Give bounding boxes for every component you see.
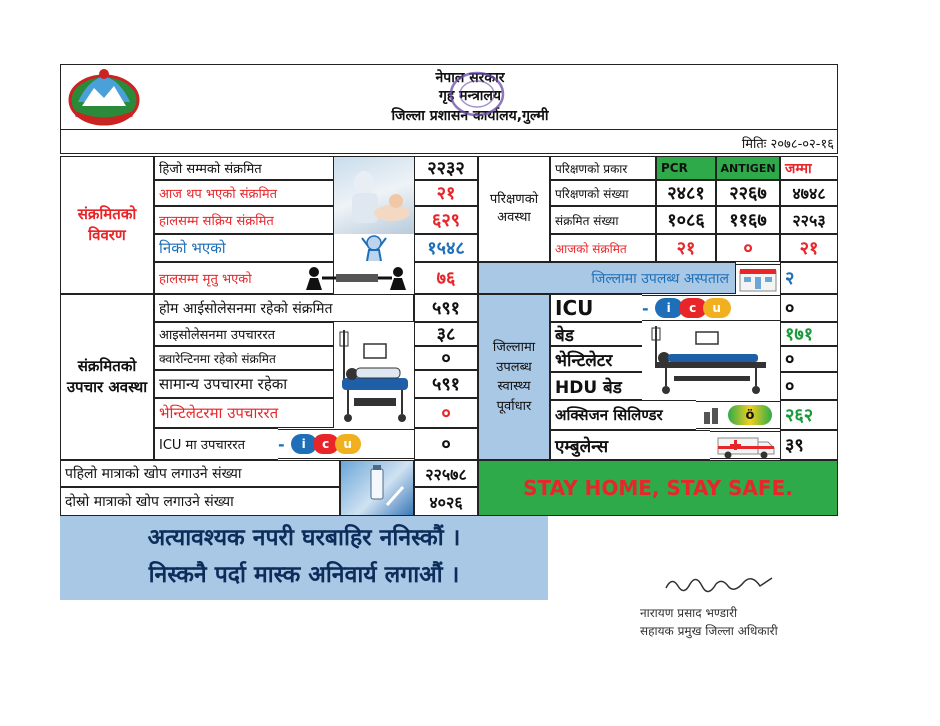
testing-row-2-pcr: १०८६ (656, 206, 716, 234)
testing-row-2-label: संक्रमित संख्या (550, 206, 656, 234)
testing-row-1-antigen: २२६७ (716, 180, 780, 206)
cases-row-1-label: हिजो सम्मको संक्रमित (154, 156, 334, 180)
treatment-row-3-label: क्वारेन्टिनमा रहेको संक्रमित (154, 346, 334, 370)
hospital-bed-icon-right (642, 322, 780, 400)
cases-row-5-label: हालसम्म मृतु भएको (154, 262, 334, 294)
icu-logo-u-right: u (703, 298, 731, 318)
testing-col-pcr: PCR (656, 156, 716, 180)
testing-col-total: जम्मा (780, 156, 838, 180)
cases-row-5-value: ७६ (414, 262, 478, 294)
treatment-row-6-value: ० (414, 428, 478, 460)
oxygen-cylinder-icon (696, 401, 780, 429)
hospital-label: जिल्लामा उपलब्ध अस्पताल (478, 262, 736, 294)
infra-row-4-value: ० (780, 372, 838, 400)
hospital-building-icon (736, 264, 780, 292)
ambulance-icon (710, 431, 780, 459)
icu-logo-c-right: c (679, 298, 707, 318)
icu-logo-right: - i c u (642, 295, 780, 321)
testing-row-3-antigen: ० (716, 234, 780, 262)
testing-col-antigen: ANTIGEN (716, 156, 780, 180)
infrastructure-section-label: जिल्लामा उपलब्ध स्वास्थ्य पूर्वाधार (478, 294, 550, 460)
advice-line-2: निस्कनै पर्दा मास्क अनिवार्य लगाऔं । (148, 562, 460, 588)
vaccine-dose1-label: पहिलो मात्राको खोप लगाउने संख्या (60, 460, 340, 487)
treatment-row-6-label: ICU मा उपचाररत (154, 428, 278, 460)
treatment-row-5-value: ० (414, 398, 478, 428)
vaccine-photo (340, 460, 414, 516)
handwritten-signature (660, 568, 780, 598)
infra-row-4-label: HDU बेड (550, 372, 642, 400)
cases-row-3-label: हालसम्म सक्रिय संक्रमित (154, 206, 334, 234)
testing-row-1-total: ४७४८ (780, 180, 838, 206)
infra-row-2-label: बेड (550, 322, 642, 346)
testing-row-3-total: २१ (780, 234, 838, 262)
oxygen-logo-text: ö (728, 405, 772, 425)
advice-line-1: अत्यावश्यक नपरी घरबाहिर ननिस्कौं । (147, 525, 461, 551)
vaccine-dose2-value: ४०२६ (414, 487, 478, 516)
patient-care-photo (334, 156, 414, 234)
treatment-row-2-value: ३८ (414, 322, 478, 346)
vaccine-dose1-value: २२५७८ (414, 460, 478, 487)
testing-row-3-pcr: २१ (656, 234, 716, 262)
treatment-row-1-label: होम आईसोलेसनमा रहेको संक्रमित (154, 294, 414, 322)
testing-row-3-label: आजको संक्रमित (550, 234, 656, 262)
icu-logo-left: - i c u (278, 429, 414, 459)
icu-logo-i-right: i (655, 298, 683, 318)
cases-row-4-label: निको भएको (154, 234, 334, 262)
infra-row-5-label: अक्सिजन सिलिण्डर (550, 400, 696, 430)
cases-row-2-value: २१ (414, 180, 478, 206)
treatment-row-3-value: ० (414, 346, 478, 370)
death-coffin-icon (300, 262, 414, 294)
header-line2: गृह मन्त्रालय (438, 88, 502, 104)
treatment-row-1-value: ५९१ (414, 294, 478, 322)
treatment-row-2-label: आइसोलेसनमा उपचाररत (154, 322, 334, 346)
infra-row-2-value: १७१ (780, 322, 838, 346)
nepal-emblem (64, 66, 144, 128)
testing-row-1-pcr: २४८१ (656, 180, 716, 206)
cases-row-1-value: २२३२ (414, 156, 478, 180)
cases-row-4-value: १५४८ (414, 234, 478, 262)
header-line3: जिल्ला प्रशासन कार्यालय,गुल्मी (391, 108, 549, 124)
infra-row-6-label: एम्बुलेन्स (550, 430, 710, 460)
cases-section-label: संक्रमितको विवरण (60, 156, 154, 294)
infra-row-5-value: २६२ (780, 400, 838, 430)
testing-row-1-label: परिक्षणको संख्या (550, 180, 656, 206)
testing-row-2-antigen: ११६७ (716, 206, 780, 234)
treatment-section-label: संक्रमितको उपचार अवस्था (60, 294, 154, 460)
infra-row-1-value: ० (780, 294, 838, 322)
hospital-bed-icon-left (334, 322, 414, 428)
icu-logo-c: c (313, 434, 339, 454)
header-line1: नेपाल सरकार (435, 70, 505, 86)
office-stamp (448, 70, 506, 118)
testing-header-label: परिक्षणको प्रकार (550, 156, 656, 180)
testing-section-label: परिक्षणको अवस्था (478, 156, 550, 262)
treatment-row-4-label: सामान्य उपचारमा रहेका (154, 370, 334, 398)
report-date: मितिः २०७८-०२-१६ (741, 137, 834, 152)
infra-row-6-value: ३९ (780, 430, 838, 460)
icu-logo-u: u (335, 434, 361, 454)
infra-row-3-label: भेन्टिलेटर (550, 346, 642, 372)
infra-row-3-value: ० (780, 346, 838, 372)
cases-row-3-value: ६२९ (414, 206, 478, 234)
signatory-name: नारायण प्रसाद भण्डारी (640, 606, 738, 620)
infra-row-1-label: ICU (550, 294, 642, 322)
cases-row-2-label: आज थप भएको संक्रमित (154, 180, 334, 206)
stay-home-banner: STAY HOME, STAY SAFE. (478, 460, 838, 516)
vaccine-dose2-label: दोस्रो मात्राको खोप लगाउने संख्या (60, 487, 340, 516)
treatment-row-4-value: ५९१ (414, 370, 478, 398)
testing-row-2-total: २२५३ (780, 206, 838, 234)
signatory-title: सहायक प्रमुख जिल्ला अधिकारी (640, 624, 778, 638)
hospital-value: २ (780, 262, 838, 294)
icu-logo-i: i (291, 434, 317, 454)
recovered-person-icon (334, 234, 414, 262)
treatment-row-5-label: भेन्टिलेटरमा उपचाररत (154, 398, 334, 428)
